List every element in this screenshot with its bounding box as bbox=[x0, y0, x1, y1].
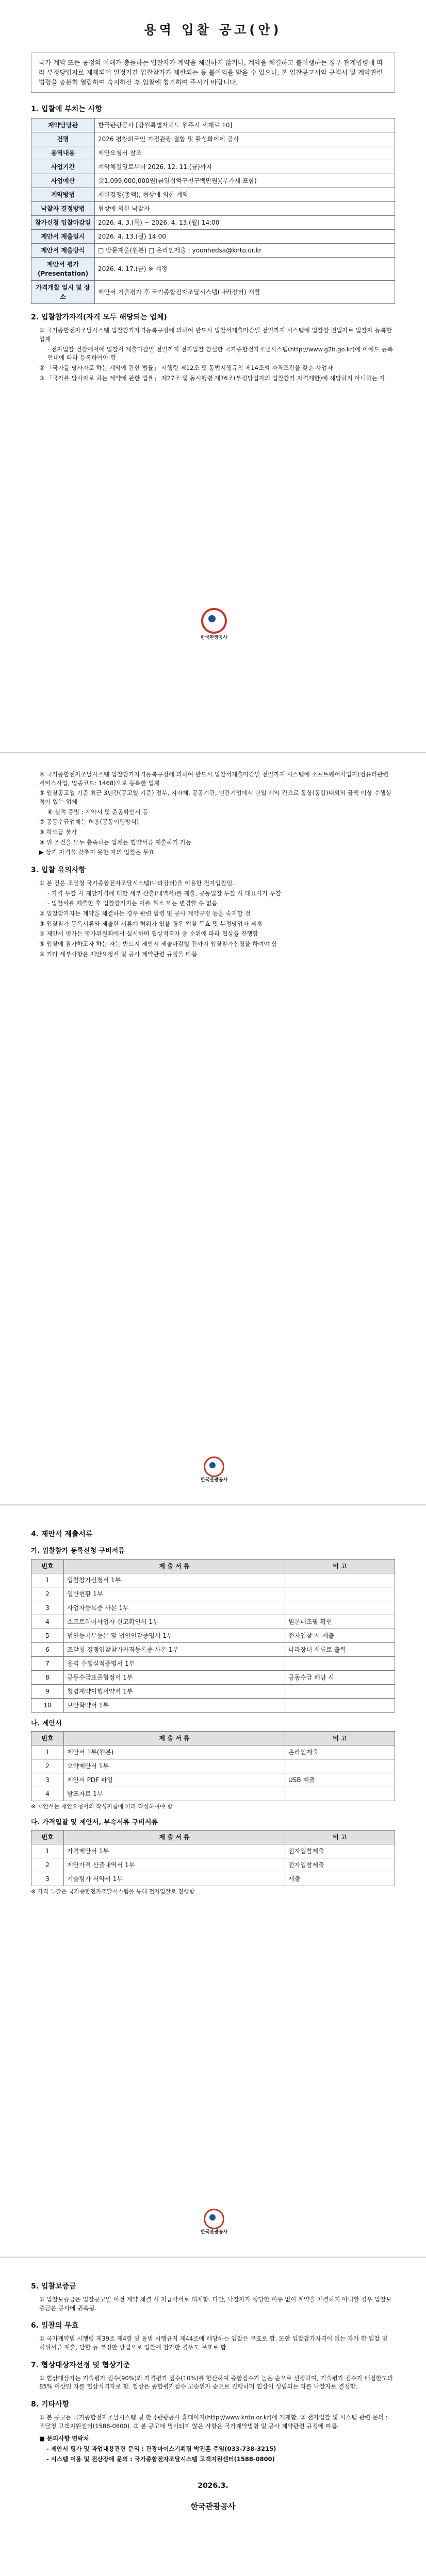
table-header-row: 번호 제 출 서 류 비 고 bbox=[31, 1559, 395, 1573]
section-6-text: ① 국가계약법 시행령 제39조 제4항 및 동법 시행규칙 제44조에 해당하는 입찰은 무효로 함. 또한 입찰참가자격이 없는 자가 한 입찰 및 허위서류 제출, 담합 등 부정한 방법으로 입찰에 참가한 경우도 무효로 함. bbox=[39, 2335, 388, 2351]
table-row: 2 제안가격 산출내역서 1부 전자입찰제출 bbox=[31, 1858, 395, 1872]
table-row: 2 요약제안서 1부 bbox=[31, 1759, 395, 1773]
list-item: ⑤ 입찰에 참가하고자 하는 자는 반드시 제안서 제출마감일 전까지 입찰참가신청을 하여야 함 bbox=[39, 940, 277, 948]
table-row: 가격개찰 일시 및 장소 제안서 기술평가 후 국가종합전자조달시스템(나라장터) 개찰 bbox=[31, 281, 395, 304]
issuer-name: 한국관광공사 bbox=[190, 2502, 236, 2512]
table-row: 5 법인등기부등본 및 법인인감증명서 1부 전자입찰 시 제출 bbox=[31, 1629, 395, 1642]
section-5-text: ① 입찰보증금은 입찰공고일 이전 계약 체결 시 지급각서로 대체함. 다만, 낙찰자가 정당한 이유 없이 계약을 체결하지 아니할 경우 입찰보증금은 공사에 귀속됨. bbox=[39, 2296, 392, 2312]
list-item: - 가격 투찰 시 제안가격에 대한 세부 산출(내역서)를 제출, 공동입찰 투찰 시 대표사가 투찰 bbox=[47, 889, 282, 897]
knto-logo: 한국관광공사 bbox=[201, 1456, 227, 1484]
list-item: ⑥ 실적 증빙 : 계약서 및 준공확인서 등 bbox=[47, 808, 149, 816]
table-row: 6 조달청 경쟁입찰참가자격등록증 사본 1부 나라장터 서류로 출력 bbox=[31, 1642, 395, 1656]
page-3 bbox=[0, 1504, 426, 2257]
section-4-heading: 4. 제안서 제출서류 bbox=[31, 1530, 93, 1538]
note-b: ※ 제안서는 제안요청서의 작성지침에 따라 작성하여야 함 bbox=[31, 1803, 173, 1810]
page-1 bbox=[0, 0, 426, 752]
table-header-row: 번호 제 출 서 류 비 고 bbox=[31, 1732, 395, 1745]
list-item: ⑨ 위 조건을 모두 충족하는 업체는 협약서류 제출하기 가능 bbox=[39, 838, 192, 846]
notice-date: 2026.3. bbox=[198, 2482, 228, 2490]
table-row: 건명 2026 평창외국인 가정관광 결합 및 활성화이이 공사 bbox=[31, 132, 395, 146]
list-item: ③ 「국가를 당사자로 하는 계약에 관한 법률」 제27조 및 동시행령 제76조(부정당업자의 입찰참가 자격제한)에 해당하지 아니하는 자 bbox=[39, 374, 385, 382]
contact-label: ■ 문의사항 연락처 bbox=[39, 2435, 89, 2443]
table-row: 낙찰자 결정방법 협상에 의한 낙찰자 bbox=[31, 202, 395, 216]
subsection-b-heading: 나. 제안서 bbox=[31, 1719, 62, 1727]
table-row: 용역내용 제안요청서 참조 bbox=[31, 146, 395, 160]
bid-info-table bbox=[31, 118, 395, 304]
knto-logo-icon bbox=[204, 2209, 224, 2229]
list-item: ② 「국가를 당사자로 하는 계약에 관한 법률」 시행령 제12조 및 동법시행규칙 제14조의 자격조건을 갖춘 사업자 bbox=[39, 364, 333, 371]
section-5-heading: 5. 입찰보증금 bbox=[31, 2282, 76, 2291]
page-2 bbox=[0, 752, 426, 1504]
list-item: ① 본 건은 조달청 국가종합전자조달시스템(나라장터)을 이용한 전자입찰임. bbox=[39, 879, 235, 887]
table-row: 10 보안확약서 1부 bbox=[31, 1698, 395, 1712]
knto-logo-icon bbox=[201, 608, 227, 634]
table-row: 1 입찰참가신청서 1부 bbox=[31, 1573, 395, 1587]
notice-intro: 국가 계약 또는 공정의 이해가 충돌하는 입찰자가 계약을 체결하지 않거나, 계약을 체결하고 불이행하는 경우 관계법령에 따라 부정당업자로 제재되어 일정기간 입찰참가가 제한되는 등 불이익을 받을 수 있으니, 본 입찰공고서와 규격서 및 계약관련법령을 충분히 열람하여 숙지하신 후 입찰에 참가하여 주시기 바랍니다. bbox=[31, 53, 395, 93]
caution-list bbox=[31, 879, 395, 958]
section-6-heading: 6. 입찰의 무효 bbox=[31, 2321, 79, 2330]
page-4 bbox=[0, 2257, 426, 2576]
knto-logo: 한국관광공사 bbox=[201, 2209, 227, 2236]
list-item: ① 국가종합전자조달시스템 입찰참가자격등록규정에 의하여 반드시 입찰서제출마감일 전일까지 시스템에 입찰참 전입자로 입찰자 등록한 업체 bbox=[39, 327, 392, 343]
table-row: 4 소프트웨어사업자 신고확인서 1부 원본대조필 확인 bbox=[31, 1615, 395, 1629]
section-7-heading: 7. 협상대상자선정 및 협상기준 bbox=[31, 2361, 130, 2369]
list-item: ⑦ 공동수급업체는 허용(공동이행방식) bbox=[39, 818, 139, 826]
table-row: 사업기간 계약체결일로부터 2026. 12. 11.(금)까지 bbox=[31, 160, 395, 174]
list-item: ④ 제안서 평가는 평가위원회에서 실시하며 협상적격자 중 순위에 따라 협상을 진행함 bbox=[39, 930, 258, 938]
knto-logo-icon bbox=[204, 1456, 224, 1477]
list-item: - 입찰서를 제출한 후 입찰참가자는 이를 취소 또는 변경할 수 없음 bbox=[47, 900, 218, 907]
section-1-heading: 1. 입찰에 부치는 사항 bbox=[31, 105, 102, 114]
table-row: 3 기술평가 서약서 1부 제출 bbox=[31, 1872, 395, 1886]
table-row: 제안서 제출방식 □ 방문제출(원본) □ 온라인제출 : yoonhedsa@knto.or.kr bbox=[31, 244, 395, 258]
table-row: 9 청렴계약이행서약서 1부 bbox=[31, 1684, 395, 1698]
list-item: ⑤ 입찰공고일 기준 최근 3년간(공고일 기준) 정부, 지자체, 공공기관, 민간기업에서 단일 계약 건으로 통상(통합)대외의 금액 이상 수행실적이 있는 업체 bbox=[39, 789, 391, 806]
table-row: 제안서 제출일시 2026. 4. 13.(월) 14:00 bbox=[31, 230, 395, 244]
subsection-c-heading: 다. 가격입찰 및 제안서, 부속서류 구비서류 bbox=[31, 1818, 158, 1826]
document-title: 용역 입찰 공고(안) bbox=[144, 23, 282, 37]
table-row: 사업예산 金1,099,000,000원(금일십억구천구백만원)(부가세 포함) bbox=[31, 174, 395, 188]
docs-table-b bbox=[31, 1731, 395, 1801]
list-item: ② 입찰참가자는 계약을 체결하는 경우 관련 법령 및 공사 계약규정 등을 숙지할 것 bbox=[39, 910, 251, 918]
note-c: ※ 가격 투찰은 국가종합전자조달시스템을 통해 전자입찰로 진행함 bbox=[31, 1888, 195, 1895]
table-row: 참가신청 입찰마감일 2026. 4. 3.(목) ~ 2026. 4. 13.(월) 14:00 bbox=[31, 216, 395, 230]
section-2-heading: 2. 입찰참가자격(자격 모두 해당되는 업체) bbox=[31, 313, 167, 322]
section-8-heading: 8. 기타사항 bbox=[31, 2400, 70, 2409]
contact-line-1: - 제안서 평가 및 과업내용관련 문의 : 관광마이스기획팀 박진훈 주임(033-738-3215) bbox=[46, 2445, 276, 2453]
list-item: ⑥ 기타 세부사항은 제안요청서 및 공사 계약관련 규정을 따름 bbox=[39, 950, 198, 958]
section-8-text: ① 본 공고는 국가종합전자조달시스템 및 한국관광공사 홈페이지(http://www.knto.or.kr)에 게재함. ② 전자입찰 및 시스템 관련 문의 : 조달청 고객지원센터(1588-0800). ③ 본 공고에 명시되지 않은 사항은 국가계약법령 및 공사 계약관련 규정에 따름. bbox=[39, 2414, 388, 2430]
eligibility-list-cont bbox=[31, 770, 395, 857]
docs-table-a bbox=[31, 1559, 395, 1713]
table-header-row: 번호 제 출 서 류 비 고 bbox=[31, 1831, 395, 1844]
table-row: 제안서 평가 (Presentation) 2026. 4. 17.(금) ※ 예정 bbox=[31, 258, 395, 281]
knto-logo: 한국관광공사 bbox=[201, 608, 227, 642]
list-item: ⑧ 하도급 불가 bbox=[39, 828, 77, 836]
table-row: 2 일반현황 1부 bbox=[31, 1587, 395, 1601]
contact-line-2: - 시스템 이용 및 전산장애 문의 : 국가종합전자조달시스템 고객지원센터(1588-0800) bbox=[46, 2455, 275, 2463]
table-row: 1 가격제안서 1부 전자입찰제출 bbox=[31, 1844, 395, 1858]
table-row: 3 사업자등록증 사본 1부 bbox=[31, 1601, 395, 1615]
table-row: 계약담당관 한국관광공사 [강원특별자치도 원주시 세계로 10] bbox=[31, 118, 395, 132]
section-7-text: ① 협상대상자는 기술평가 점수(90%)와 가격평가 점수(10%)를 합산하여 종합점수가 높은 순으로 선정하며, 기술평가 점수가 배점한도의 85% 이상인 자를 협상적격자로 함. 협상은 종합평가점수 고순위자 순으로 진행하며 협상이 성립되는 자를 낙찰자로 결정함. bbox=[39, 2374, 393, 2391]
docs-table-c bbox=[31, 1830, 395, 1886]
list-item: ③ 입찰참가 등록서류와 제출한 서류에 허위가 있을 경우 입찰 무효 및 부정당업자 제재 bbox=[39, 920, 262, 927]
list-item: ▶ 상기 자격을 갖추지 못한 자의 입찰은 무효 bbox=[39, 849, 155, 856]
list-item: · 전자입찰 건참에서에 입찰서 제출마감일 전일까지 전자입찰 참설한 국가종합전자조달시스템(http://www.g2b.go.kr)에 이에드 등록 안내에 따라 등록하여야 함 bbox=[47, 345, 393, 362]
table-row: 3 제안서 PDF 파일 USB 제출 bbox=[31, 1773, 395, 1787]
section-3-heading: 3. 입찰 유의사항 bbox=[31, 866, 86, 875]
table-row: 7 용역 수행실적증명서 1부 bbox=[31, 1656, 395, 1670]
list-item: ④ 국가종합전자조달시스템 입찰참가자격등록규정에 의하여 반드시 입찰서제출마감일 전일까지 시스템에 소프트웨어사업자(컴퓨터관련 서비스사업, 업종코드: 1468)으로 등록한 업체 bbox=[39, 771, 389, 787]
subsection-a-heading: 가. 입찰참가 등록신청 구비서류 bbox=[31, 1547, 125, 1555]
table-row: 1 제안서 1부(원본) 온라인제출 bbox=[31, 1745, 395, 1759]
table-row: 8 공동수급표준협정서 1부 공동수급 해당 시 bbox=[31, 1670, 395, 1684]
table-row: 계약방법 제한경쟁(총액), 협상에 의한 계약 bbox=[31, 188, 395, 202]
eligibility-list bbox=[31, 326, 395, 382]
table-row: 4 발표자료 1부 bbox=[31, 1787, 395, 1801]
